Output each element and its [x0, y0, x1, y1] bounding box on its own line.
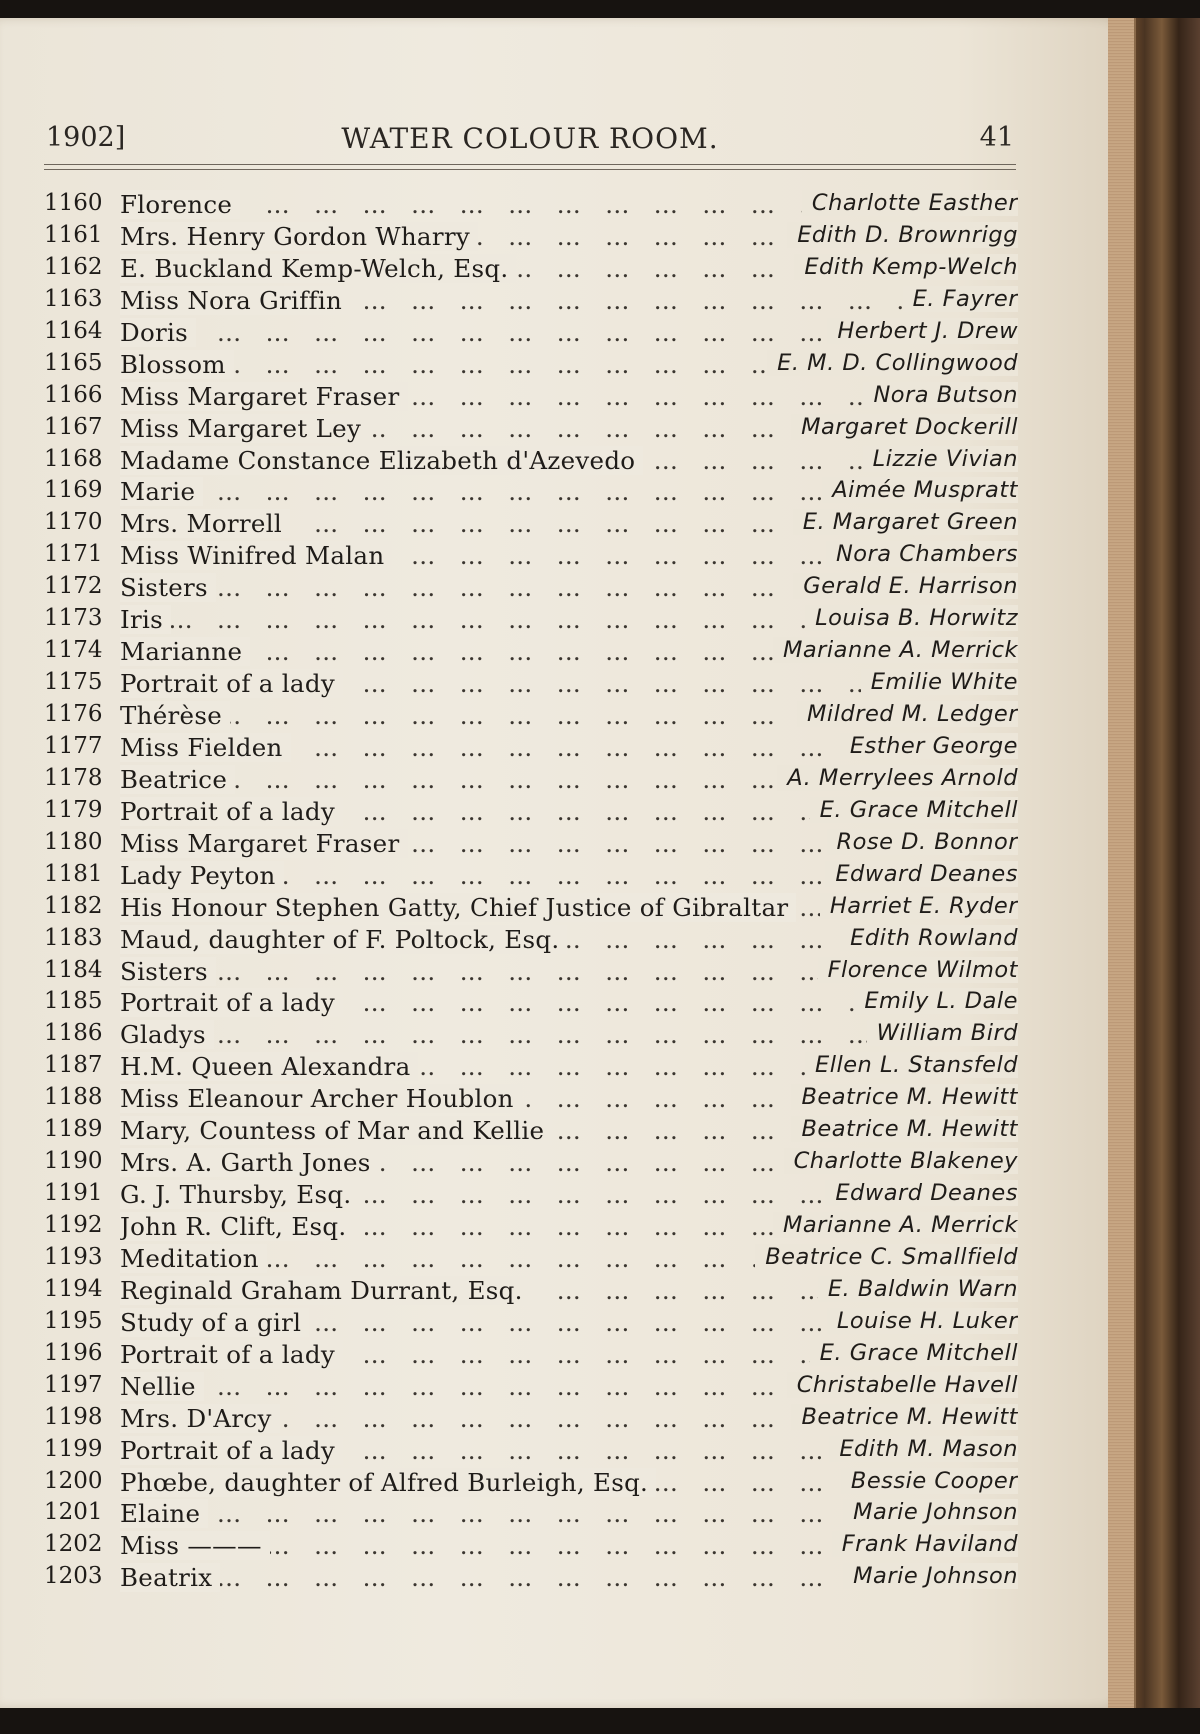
entry-title: Beatrix: [120, 1563, 220, 1592]
entry-artist: Aimée Muspratt: [822, 477, 1018, 503]
entry-number: 1200: [44, 1467, 103, 1494]
entry-title: Miss Margaret Ley: [120, 414, 369, 443]
catalogue-entry: [44, 414, 1018, 446]
entry-title: Sisters: [120, 957, 216, 986]
entry-number: 1168: [44, 445, 103, 472]
entry-artist: Edith M. Mason: [829, 1436, 1018, 1462]
catalogue-entry: [44, 1308, 1018, 1340]
entry-number: 1160: [44, 190, 103, 216]
entry-artist: Beatrice C. Smallfield: [755, 1244, 1018, 1270]
catalogue-entry: [44, 765, 1018, 797]
entry-artist: Rose D. Bonnor: [827, 829, 1019, 855]
entry-artist: E. Baldwin Warn: [818, 1276, 1018, 1302]
entry-title: Maud, daughter of F. Poltock, Esq.: [120, 925, 567, 954]
entry-title: Marianne: [120, 637, 250, 666]
catalogue-entry: [44, 893, 1018, 925]
entry-title: Portrait of a lady: [120, 1340, 343, 1369]
entry-artist: Edward Deanes: [825, 861, 1018, 887]
catalogue-entry: [44, 1276, 1018, 1308]
page-number: 41: [979, 122, 1014, 153]
entry-title: Gladys: [120, 1020, 214, 1049]
entry-number: 1190: [44, 1148, 103, 1175]
entry-artist: Beatrice M. Hewitt: [791, 1084, 1018, 1110]
entry-artist: Nora Chambers: [826, 541, 1018, 567]
entry-artist: Gerald E. Harrison: [793, 573, 1018, 599]
catalogue-entry: [44, 1180, 1018, 1212]
catalogue-entry: [44, 1563, 1018, 1595]
entry-number: 1166: [44, 381, 103, 408]
catalogue-entry: [44, 1340, 1018, 1372]
entry-title: Miss Winifred Malan: [120, 541, 392, 570]
catalogue-entry: [44, 382, 1018, 414]
entry-number: 1175: [44, 669, 103, 696]
entry-number: 1173: [44, 605, 103, 632]
entry-title: Nellie: [120, 1372, 204, 1401]
catalogue-entry: [44, 509, 1018, 541]
catalogue-entry: [44, 1212, 1018, 1244]
catalogue-entry: [44, 477, 1018, 509]
entry-title: Miss Eleanour Archer Houblon: [120, 1084, 522, 1113]
entry-title: Study of a girl: [120, 1308, 309, 1337]
entry-title: Portrait of a lady: [120, 988, 343, 1017]
catalogue-entry: [44, 541, 1018, 573]
entry-artist: Edith Kemp-Welch: [794, 254, 1018, 280]
entry-artist: Harriet E. Ryder: [820, 893, 1018, 919]
catalogue-entry: [44, 701, 1018, 733]
entry-artist: Charlotte Blakeney: [784, 1148, 1018, 1174]
entry-title: Phœbe, daughter of Alfred Burleigh, Esq.: [120, 1468, 656, 1497]
entry-number: 1184: [44, 956, 103, 983]
entry-artist: Frank Haviland: [832, 1531, 1018, 1557]
catalogue-entry: [44, 1531, 1018, 1563]
entry-artist: Mildred M. Ledger: [797, 701, 1018, 727]
catalogue-entry: [44, 1020, 1018, 1052]
entry-artist: Herbert J. Drew: [827, 318, 1018, 344]
catalogue-entry: [44, 1148, 1018, 1180]
entry-artist: Marie Johnson: [843, 1499, 1018, 1525]
catalogue-entry: [44, 797, 1018, 829]
catalogue-entry: [44, 957, 1018, 989]
catalogue-entry: [44, 829, 1018, 861]
catalogue-entry: [44, 1436, 1018, 1468]
entry-number: 1187: [44, 1052, 103, 1079]
entry-number: 1161: [44, 221, 103, 248]
entry-title: Mrs. D'Arcy: [120, 1404, 280, 1433]
entry-artist: Beatrice M. Hewitt: [791, 1116, 1018, 1142]
entry-title: Portrait of a lady: [120, 669, 343, 698]
running-head-year: 1902]: [46, 122, 126, 153]
entry-title: Portrait of a lady: [120, 797, 343, 826]
entry-artist: Christabelle Havell: [787, 1372, 1018, 1398]
catalogue-entry: [44, 573, 1018, 605]
catalogue-entry: [44, 446, 1018, 478]
entry-artist: Esther George: [840, 733, 1018, 759]
entry-title: Miss Margaret Fraser: [120, 829, 408, 858]
entry-number: 1182: [44, 892, 103, 919]
entry-title: Sisters: [120, 573, 216, 602]
entry-title: His Honour Stephen Gatty, Chief Justice of Gibraltar: [120, 893, 796, 922]
entry-number: 1188: [44, 1084, 103, 1111]
entry-artist: Marie Johnson: [843, 1563, 1018, 1589]
catalogue-entry: [44, 1499, 1018, 1531]
entry-title: Miss Fielden: [120, 733, 291, 762]
entry-number: 1198: [44, 1403, 103, 1430]
entry-artist: William Bird: [867, 1020, 1018, 1046]
entry-artist: Louisa B. Horwitz: [805, 605, 1018, 631]
entry-number: 1165: [44, 349, 103, 376]
entry-title: Marie: [120, 477, 203, 506]
entry-number: 1199: [44, 1435, 103, 1462]
entry-number: 1174: [44, 637, 103, 664]
entry-number: 1172: [44, 573, 103, 600]
entry-artist: Lizzie Vivian: [863, 446, 1018, 472]
catalogue-entry: [44, 1468, 1018, 1500]
entry-title: Mrs. A. Garth Jones: [120, 1148, 379, 1177]
entry-title: Blossom: [120, 350, 234, 379]
catalogue-entry: [44, 925, 1018, 957]
entry-number: 1167: [44, 413, 103, 440]
entry-title: Mrs. Morrell: [120, 509, 290, 538]
entry-artist: Beatrice M. Hewitt: [791, 1404, 1018, 1430]
catalogue-entry: [44, 254, 1018, 286]
entry-artist: Nora Butson: [863, 382, 1018, 408]
entry-number: 1181: [44, 860, 103, 887]
entry-number: 1195: [44, 1307, 103, 1334]
catalogue-entry: [44, 1116, 1018, 1148]
entry-number: 1201: [44, 1499, 103, 1526]
entry-artist: Emily L. Dale: [854, 988, 1018, 1014]
entry-title: John R. Clift, Esq.: [120, 1212, 354, 1241]
entry-title: Iris: [120, 605, 171, 634]
entry-artist: E. Grace Mitchell: [810, 1340, 1018, 1366]
catalogue-entry: [44, 669, 1018, 701]
entry-number: 1186: [44, 1020, 103, 1047]
entry-title: Reginald Graham Durrant, Esq.: [120, 1276, 531, 1305]
entry-number: 1178: [44, 764, 103, 791]
page-header: [46, 122, 1014, 164]
page-fore-edge: [1108, 18, 1136, 1708]
catalogue-entry: [44, 1084, 1018, 1116]
entry-number: 1170: [44, 509, 103, 536]
catalogue-entries-list: [44, 190, 1018, 1595]
catalogue-entry: [44, 190, 1018, 222]
entry-title: Portrait of a lady: [120, 1436, 343, 1465]
entry-number: 1197: [44, 1371, 103, 1398]
catalogue-entry: [44, 318, 1018, 350]
entry-number: 1180: [44, 828, 103, 855]
catalogue-entry: [44, 861, 1018, 893]
entry-number: 1183: [44, 924, 103, 951]
entry-title: E. Buckland Kemp-Welch, Esq.: [120, 254, 516, 283]
entry-artist: Marianne A. Merrick: [773, 1212, 1018, 1238]
entry-title-line: [120, 286, 1018, 315]
entry-number: 1192: [44, 1212, 103, 1238]
entry-title: Doris: [120, 318, 196, 347]
catalogue-entry: [44, 1244, 1018, 1276]
entry-artist: Edith D. Brownrigg: [787, 222, 1018, 248]
header-rule: [44, 164, 1016, 170]
entry-number: 1189: [44, 1116, 103, 1143]
entry-title: Beatrice: [120, 765, 235, 794]
entry-artist: Louise H. Luker: [827, 1308, 1018, 1334]
entry-number: 1179: [44, 796, 103, 823]
entry-number: 1193: [44, 1243, 103, 1270]
entry-number: 1194: [44, 1275, 103, 1302]
entry-title: Elaine: [120, 1499, 208, 1528]
entry-title: Madame Constance Elizabeth d'Azevedo: [120, 446, 643, 475]
entry-title: Miss Margaret Fraser: [120, 382, 408, 411]
entry-artist: Charlotte Easther: [802, 190, 1018, 216]
entry-title: Meditation: [120, 1244, 267, 1273]
entry-number: 1177: [44, 732, 103, 759]
entry-number: 1196: [44, 1339, 103, 1366]
catalogue-entry: [44, 733, 1018, 765]
entry-number: 1202: [44, 1531, 103, 1558]
entry-number: 1191: [44, 1180, 103, 1207]
entry-number: 1163: [44, 285, 103, 312]
catalogue-page: [0, 18, 1126, 1708]
entry-artist: E. Margaret Green: [793, 509, 1018, 535]
catalogue-entry: [44, 222, 1018, 254]
entry-artist: Bessie Cooper: [841, 1468, 1018, 1494]
catalogue-entry: [44, 286, 1018, 318]
entry-number: 1176: [44, 701, 103, 727]
catalogue-entry: [44, 605, 1018, 637]
catalogue-entry: [44, 1404, 1018, 1436]
entry-artist: Marianne A. Merrick: [773, 637, 1018, 663]
entry-artist: E. Fayrer: [903, 286, 1018, 312]
catalogue-entry: [44, 1372, 1018, 1404]
entry-artist: A. Merrylees Arnold: [777, 765, 1018, 791]
catalogue-entry: [44, 988, 1018, 1020]
entry-artist: Emilie White: [861, 669, 1018, 695]
entry-number: 1169: [44, 477, 103, 504]
entry-artist: E. M. D. Collingwood: [767, 350, 1018, 376]
entry-artist: Margaret Dockerill: [791, 414, 1018, 440]
entry-number: 1203: [44, 1563, 103, 1590]
entry-title: Mary, Countess of Mar and Kellie: [120, 1116, 552, 1145]
entry-number: 1171: [44, 541, 103, 568]
entry-title: G. J. Thursby, Esq.: [120, 1180, 359, 1209]
entry-number: 1185: [44, 988, 103, 1015]
entry-title: Lady Peyton: [120, 861, 284, 890]
entry-title: Florence: [120, 190, 240, 219]
entry-artist: Florence Wilmot: [818, 957, 1018, 983]
entry-title: Miss ———: [120, 1531, 270, 1560]
entry-title: Mrs. Henry Gordon Wharry: [120, 222, 478, 251]
catalogue-entry: [44, 350, 1018, 382]
catalogue-entry: [44, 637, 1018, 669]
entry-title: Miss Nora Griffin: [120, 286, 350, 315]
entry-artist: Edith Rowland: [840, 925, 1018, 951]
entry-title: H.M. Queen Alexandra: [120, 1052, 418, 1081]
running-head-title: WATER COLOUR ROOM.: [341, 122, 719, 155]
entry-artist: E. Grace Mitchell: [810, 797, 1018, 823]
catalogue-entry: [44, 1052, 1018, 1084]
entry-artist: Ellen L. Stansfeld: [805, 1052, 1018, 1078]
entry-artist: Edward Deanes: [825, 1180, 1018, 1206]
entry-number: 1164: [44, 317, 103, 344]
entry-title: Thérèse: [120, 701, 230, 730]
entry-number: 1162: [44, 253, 103, 280]
